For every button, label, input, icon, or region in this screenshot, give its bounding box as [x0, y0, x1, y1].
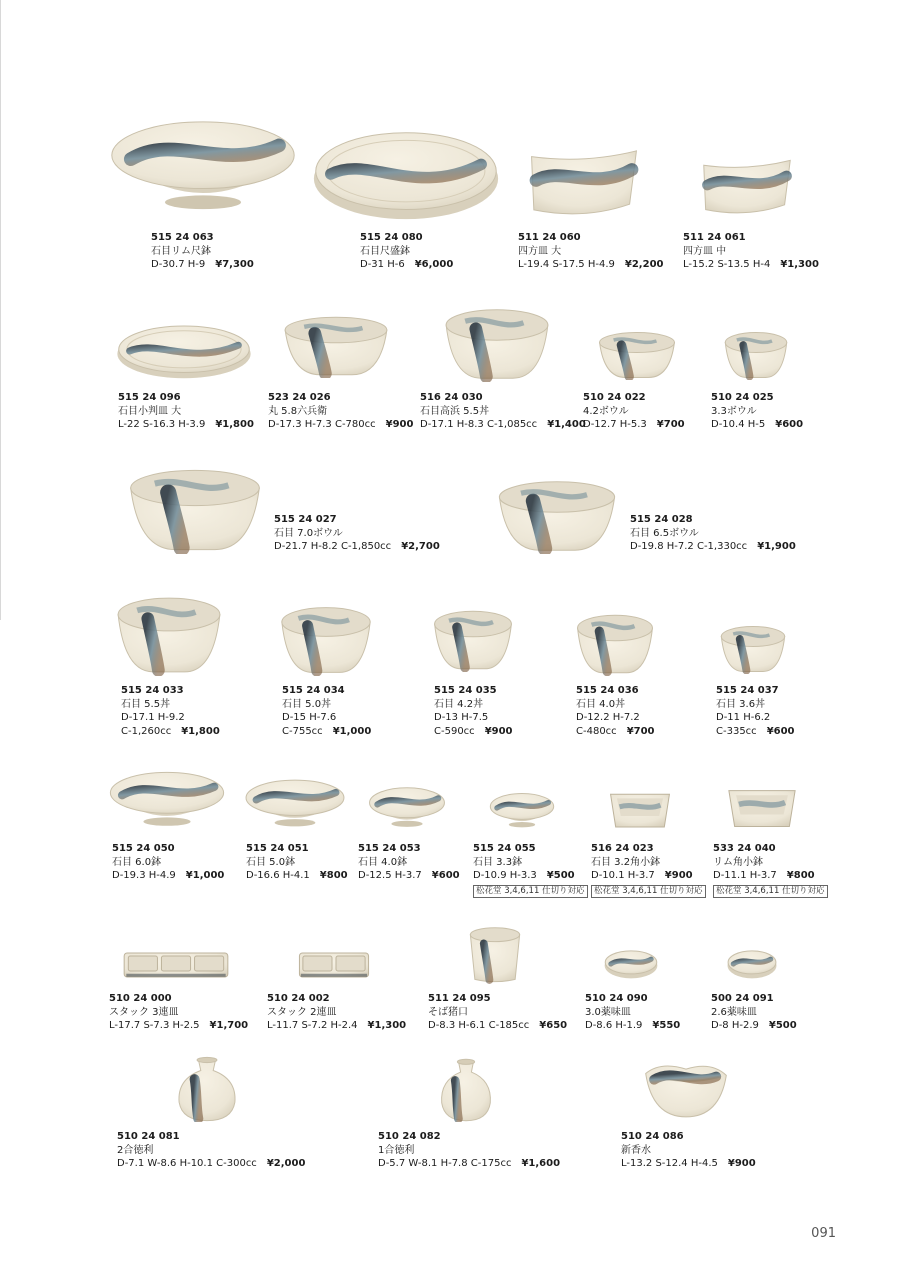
product-price: ¥800: [319, 870, 348, 881]
product-spec: [358, 869, 460, 883]
product-label: [473, 842, 588, 898]
product-spec: [713, 869, 828, 883]
product-name: 石目 5.0丼: [282, 698, 332, 710]
product-image: [497, 478, 617, 554]
product-code: 523 24 026: [268, 392, 331, 403]
product-name: 石目 4.2丼: [434, 698, 484, 710]
product-label: [112, 842, 224, 883]
product-name: 四方皿 大: [518, 245, 562, 257]
product-price: ¥550: [652, 1020, 681, 1031]
product-spec: [117, 1157, 305, 1171]
product-code: 515 24 050: [112, 843, 175, 854]
product-dimensions: D-10.1 H-3.7: [591, 870, 655, 881]
product-dimensions: D-19.8 H-7.2 C-1,330cc: [630, 541, 748, 552]
product-dimensions: C-1,260cc: [121, 725, 172, 737]
product-spec: [630, 540, 796, 554]
product-dimensions: L-13.2 S-12.4 H-4.5: [621, 1158, 718, 1169]
product-dimensions: D-11 H-6.2: [716, 712, 771, 723]
product-dimensions: D-5.7 W-8.1 H-7.8 C-175cc: [378, 1158, 512, 1169]
product-code: 515 24 063: [151, 232, 214, 243]
product-code: 515 24 096: [118, 392, 181, 403]
product-image: [644, 1058, 728, 1120]
product-price: ¥500: [768, 1020, 797, 1031]
product-dimensions: D-11.1 H-3.7: [713, 870, 777, 881]
product-code: 511 24 095: [428, 993, 491, 1004]
product-price: ¥6,000: [414, 259, 454, 270]
product-name: 3.0薬味皿: [585, 1006, 631, 1018]
product-code: 515 24 051: [246, 843, 309, 854]
product-label: [274, 513, 440, 554]
product-spec: [711, 418, 803, 432]
product-name: スタック 3連皿: [109, 1006, 179, 1018]
product-dimensions: D-10.9 H-3.3: [473, 870, 537, 881]
product-dimensions: D-17.1 H-8.3 C-1,085cc: [420, 419, 538, 430]
product-name: リム角小鉢: [713, 856, 763, 868]
product-image: [128, 466, 262, 554]
product-code: 515 24 080: [360, 232, 423, 243]
product-image: [603, 948, 659, 980]
product-spec: [518, 258, 663, 272]
product-price: ¥500: [546, 870, 575, 881]
product-price: ¥1,300: [780, 259, 819, 270]
product-spec: [246, 869, 348, 883]
product-image: [244, 778, 346, 830]
product-dimensions: L-11.7 S-7.2 H-2.4: [267, 1020, 358, 1031]
product-label: [121, 684, 220, 738]
product-image: [280, 604, 372, 676]
product-price: ¥1,600: [521, 1158, 561, 1169]
product-code: 515 24 036: [576, 685, 639, 696]
product-dimensions: L-19.4 S-17.5 H-4.9: [518, 259, 615, 270]
product-spec: [268, 418, 413, 432]
product-price: ¥600: [775, 419, 804, 430]
product-dimensions: L-22 S-16.3 H-3.9: [118, 419, 206, 430]
product-dimensions: D-31 H-6: [360, 259, 405, 270]
product-label: [716, 684, 795, 738]
product-spec: [583, 418, 685, 432]
product-dimensions: D-7.1 W-8.6 H-10.1 C-300cc: [117, 1158, 257, 1169]
product-spec: [621, 1157, 756, 1171]
product-label: [378, 1130, 560, 1171]
product-label: [360, 231, 453, 272]
product-spec: [121, 711, 220, 725]
product-name: 石目尺盛鉢: [360, 245, 410, 257]
product-dimensions: C-755cc: [282, 725, 323, 737]
product-label: [268, 391, 413, 432]
product-name: 4.2ボウル: [583, 405, 629, 417]
product-label: [117, 1130, 305, 1171]
product-label: [518, 231, 663, 272]
product-spec: [151, 258, 254, 272]
product-dimensions: D-8.3 H-6.1 C-185cc: [428, 1020, 530, 1031]
product-dimensions: D-16.6 H-4.1: [246, 870, 310, 881]
product-price: ¥650: [539, 1020, 568, 1031]
product-label: [109, 992, 248, 1033]
product-dimensions: D-12.7 H-5.3: [583, 419, 647, 430]
product-image: [527, 148, 641, 220]
product-label: [267, 992, 406, 1033]
product-spec: [378, 1157, 560, 1171]
product-image: [439, 1058, 493, 1122]
product-image: [108, 118, 298, 216]
product-dimensions: D-12.5 H-3.7: [358, 870, 422, 881]
product-name: 石目 3.3鉢: [473, 856, 523, 868]
product-code: 533 24 040: [713, 843, 776, 854]
product-label: [621, 1130, 756, 1171]
product-code: 510 24 002: [267, 993, 330, 1004]
product-spec: [683, 258, 819, 272]
product-image: [108, 770, 226, 830]
product-image: [726, 786, 798, 832]
product-code: 516 24 030: [420, 392, 483, 403]
product-label: [420, 391, 586, 432]
product-spec: [576, 711, 655, 725]
product-code: 515 24 055: [473, 843, 536, 854]
product-spec: [716, 711, 795, 725]
product-spec: [716, 725, 795, 739]
product-code: 510 24 022: [583, 392, 646, 403]
product-image: [283, 314, 389, 378]
partition-note-badge: 松花堂 3,4,6,11 仕切り対応: [713, 885, 828, 898]
partition-note-badge: 松花堂 3,4,6,11 仕切り対応: [473, 885, 588, 898]
product-name: そば猪口: [428, 1006, 468, 1018]
product-spec: [434, 711, 513, 725]
product-name: 四方皿 中: [683, 245, 727, 257]
product-image: [116, 322, 252, 380]
product-code: 510 24 025: [711, 392, 774, 403]
product-name: 石目 7.0ボウル: [274, 527, 343, 539]
product-price: ¥900: [484, 725, 513, 737]
product-code: 510 24 090: [585, 993, 648, 1004]
product-image: [700, 158, 794, 218]
product-image: [598, 330, 676, 380]
product-name: 石目 5.0鉢: [246, 856, 296, 868]
product-spec: [434, 725, 513, 739]
product-code: 515 24 035: [434, 685, 497, 696]
product-name: 石目 6.5ボウル: [630, 527, 699, 539]
product-dimensions: D-10.4 H-5: [711, 419, 766, 430]
product-price: ¥1,400: [547, 419, 586, 430]
product-name: 石目 3.6丼: [716, 698, 766, 710]
product-price: ¥1,800: [181, 725, 220, 737]
product-spec: [420, 418, 586, 432]
product-code: 510 24 082: [378, 1131, 441, 1142]
product-price: ¥700: [656, 419, 685, 430]
product-dimensions: D-13 H-7.5: [434, 712, 489, 723]
product-name: 3.3ボウル: [711, 405, 757, 417]
product-image: [576, 612, 654, 676]
product-dimensions: D-19.3 H-4.9: [112, 870, 176, 881]
product-spec: [274, 540, 440, 554]
product-code: 515 24 037: [716, 685, 779, 696]
product-price: ¥1,000: [185, 870, 225, 881]
product-dimensions: C-480cc: [576, 725, 617, 737]
product-label: [282, 684, 371, 738]
product-name: 丸 5.8六兵衛: [268, 405, 328, 417]
product-label: [713, 842, 828, 898]
product-dimensions: C-590cc: [434, 725, 475, 737]
product-price: ¥7,300: [215, 259, 254, 270]
product-label: [151, 231, 254, 272]
product-spec: [360, 258, 453, 272]
product-label: [576, 684, 655, 738]
partition-note-badge: 松花堂 3,4,6,11 仕切り対応: [591, 885, 706, 898]
product-label: [428, 992, 567, 1033]
page-edge-line: [0, 0, 1, 620]
product-code: 516 24 023: [591, 843, 654, 854]
product-spec: [282, 711, 371, 725]
product-spec: [267, 1019, 406, 1033]
product-dimensions: D-17.3 H-7.3 C-780cc: [268, 419, 376, 430]
product-code: 510 24 000: [109, 993, 172, 1004]
product-image: [467, 926, 523, 984]
product-label: [591, 842, 706, 898]
product-price: ¥1,700: [209, 1020, 249, 1031]
product-spec: [428, 1019, 567, 1033]
product-dimensions: L-17.7 S-7.3 H-2.5: [109, 1020, 200, 1031]
product-price: ¥1,900: [757, 541, 796, 552]
product-price: ¥1,800: [215, 419, 254, 430]
product-label: [585, 992, 680, 1033]
product-label: [630, 513, 796, 554]
product-label: [358, 842, 460, 883]
product-image: [122, 950, 230, 980]
product-label: [711, 992, 797, 1033]
product-code: 515 24 033: [121, 685, 184, 696]
product-name: 石目 4.0鉢: [358, 856, 408, 868]
product-code: 511 24 061: [683, 232, 746, 243]
product-spec: [585, 1019, 680, 1033]
product-dimensions: C-335cc: [716, 725, 757, 737]
product-image: [489, 792, 555, 830]
page-number: 091: [811, 1226, 836, 1241]
product-spec: [711, 1019, 797, 1033]
product-dimensions: D-8 H-2.9: [711, 1020, 759, 1031]
product-spec: [109, 1019, 248, 1033]
product-price: ¥700: [626, 725, 655, 737]
product-price: ¥600: [766, 725, 795, 737]
product-price: ¥2,700: [401, 541, 440, 552]
product-price: ¥900: [727, 1158, 756, 1169]
product-name: 2合徳利: [117, 1144, 154, 1156]
product-dimensions: L-15.2 S-13.5 H-4: [683, 259, 771, 270]
product-image: [720, 624, 786, 674]
product-name: 新香水: [621, 1144, 651, 1156]
product-image: [368, 786, 446, 830]
product-name: 石目 6.0鉢: [112, 856, 162, 868]
product-dimensions: D-17.1 H-9.2: [121, 712, 185, 723]
product-price: ¥800: [786, 870, 815, 881]
product-label: [118, 391, 254, 432]
product-code: 511 24 060: [518, 232, 581, 243]
product-spec: [118, 418, 254, 432]
product-spec: [112, 869, 224, 883]
product-price: ¥2,200: [624, 259, 664, 270]
product-name: スタック 2連皿: [267, 1006, 337, 1018]
product-dimensions: D-12.2 H-7.2: [576, 712, 640, 723]
product-code: 515 24 034: [282, 685, 345, 696]
product-image: [724, 330, 788, 380]
product-dimensions: D-30.7 H-9: [151, 259, 206, 270]
product-name: 石目高浜 5.5丼: [420, 405, 490, 417]
product-label: [246, 842, 348, 883]
product-image: [444, 306, 550, 382]
product-name: 石目リム尺鉢: [151, 245, 211, 257]
product-code: 515 24 027: [274, 514, 337, 525]
product-image: [726, 948, 778, 980]
product-image: [433, 608, 513, 672]
product-code: 500 24 091: [711, 993, 774, 1004]
product-name: 石目 4.0丼: [576, 698, 626, 710]
product-name: 石目 5.5丼: [121, 698, 171, 710]
product-name: 2.6薬味皿: [711, 1006, 757, 1018]
product-code: 510 24 086: [621, 1131, 684, 1142]
product-dimensions: D-21.7 H-8.2 C-1,850cc: [274, 541, 392, 552]
product-label: [683, 231, 819, 272]
product-price: ¥1,300: [367, 1020, 407, 1031]
product-name: 石目 3.2角小鉢: [591, 856, 661, 868]
product-dimensions: D-15 H-7.6: [282, 712, 337, 723]
product-price: ¥900: [385, 419, 414, 430]
product-spec: [121, 725, 220, 739]
product-name: 石目小判皿 大: [118, 405, 182, 417]
product-label: [583, 391, 685, 432]
product-image: [176, 1056, 238, 1122]
product-price: ¥1,000: [332, 725, 372, 737]
product-label: [434, 684, 513, 738]
product-spec: [591, 869, 706, 883]
product-spec: [473, 869, 588, 883]
product-name: 1合徳利: [378, 1144, 415, 1156]
product-image: [116, 594, 222, 676]
product-spec: [576, 725, 655, 739]
product-code: 510 24 081: [117, 1131, 180, 1142]
product-price: ¥600: [431, 870, 460, 881]
product-image: [608, 790, 672, 832]
product-image: [312, 126, 500, 222]
product-code: 515 24 028: [630, 514, 693, 525]
product-spec: [282, 725, 371, 739]
product-price: ¥900: [664, 870, 693, 881]
product-price: ¥2,000: [266, 1158, 306, 1169]
product-image: [298, 950, 370, 980]
product-dimensions: D-8.6 H-1.9: [585, 1020, 643, 1031]
product-code: 515 24 053: [358, 843, 421, 854]
product-label: [711, 391, 803, 432]
